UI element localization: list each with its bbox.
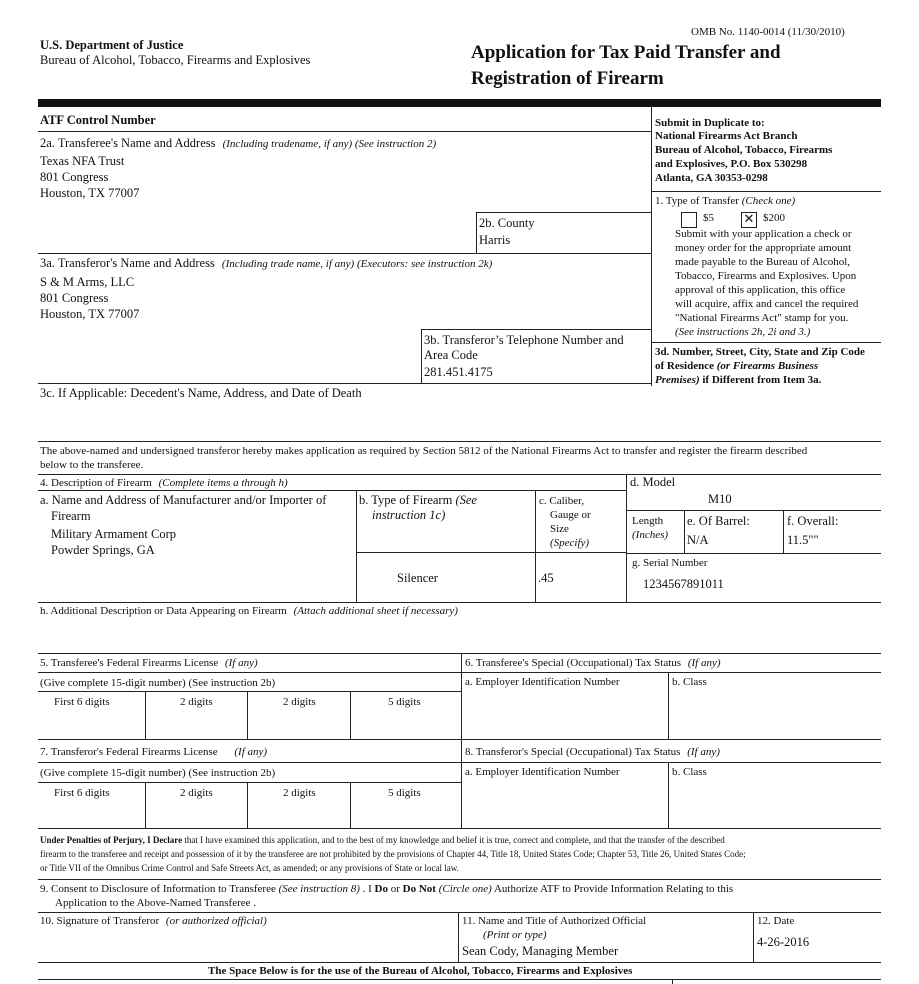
consent-circle-hint: (Circle one) bbox=[438, 883, 492, 895]
transfer-type-hint: (Check one) bbox=[741, 195, 796, 207]
model-value: M10 bbox=[708, 492, 732, 506]
firearm-desc-hint: (Complete items a through h) bbox=[158, 477, 288, 489]
divider bbox=[461, 762, 881, 763]
divider bbox=[38, 962, 881, 963]
transferee-ffl-instruction: (Give complete 15-digit number) (See instruction 2b) bbox=[40, 677, 276, 689]
date-label: 12. Date bbox=[757, 915, 795, 927]
atf-control-number-label: ATF Control Number bbox=[40, 113, 156, 127]
transferor-class-label: b. Class bbox=[672, 766, 707, 778]
transferee-ein-label: a. Employer Identification Number bbox=[465, 676, 620, 688]
transferor-phone: 281.451.4175 bbox=[424, 365, 493, 379]
form-title-line2: Registration of Firearm bbox=[471, 68, 664, 89]
transferee-class-label: b. Class bbox=[672, 676, 707, 688]
transferor-sot-label: 8. Transferor's Special (Occupational) Tax Status bbox=[465, 746, 681, 758]
transfer-200-checkbox[interactable] bbox=[741, 212, 757, 228]
barrel-value: N/A bbox=[687, 533, 709, 547]
caliber-label-3: Size bbox=[550, 523, 569, 535]
divider bbox=[350, 782, 351, 828]
transferee-hint: (Including tradename, if any) (See instruction 2) bbox=[222, 138, 437, 150]
perjury-lead: Under Penalties of Perjury, I Declare bbox=[40, 835, 183, 845]
transfer-instruction: approval of this application, this office bbox=[675, 284, 846, 296]
transferor-ffl-hint: (If any) bbox=[234, 746, 268, 758]
transferee-ffl-hint: (If any) bbox=[224, 657, 258, 669]
transfer-instruction: made payable to the Bureau of Alcohol, bbox=[675, 256, 851, 268]
transferor-street: 801 Congress bbox=[40, 291, 109, 305]
transferor-sot-hint: (If any) bbox=[687, 746, 720, 758]
additional-label: h. Additional Description or Data Appearing on Firearm bbox=[40, 605, 287, 617]
caliber-hint: (Specify) bbox=[550, 537, 590, 549]
ffl-column-header: First 6 digits bbox=[54, 787, 110, 799]
model-label: d. Model bbox=[630, 475, 676, 489]
divider bbox=[38, 672, 462, 673]
divider bbox=[421, 329, 422, 383]
transfer-instruction: (See instructions 2h, 2i and 3.) bbox=[675, 326, 811, 338]
transferee-ffl-first6-input[interactable] bbox=[56, 710, 136, 730]
divider bbox=[38, 879, 881, 880]
transfer-instruction: money order for the appropriate amount bbox=[675, 242, 852, 254]
divider bbox=[421, 329, 652, 330]
perjury-line3: or Title VII of the Omnibus Crime Control and Safe Streets Act, as amended; or any provisions of State or local law. bbox=[40, 863, 459, 873]
county-value: Harris bbox=[479, 233, 511, 247]
divider bbox=[38, 782, 462, 783]
divider bbox=[626, 553, 881, 554]
residence-hint: (or Firearms Business bbox=[716, 360, 819, 372]
consent-do-option[interactable]: Do bbox=[374, 883, 388, 895]
residence-label-2: of Residence bbox=[655, 360, 714, 372]
divider bbox=[672, 979, 673, 984]
official-name: Sean Cody, Managing Member bbox=[462, 944, 619, 958]
divider bbox=[668, 672, 669, 739]
atf-use-banner: The Space Below is for the use of the Bureau of Alcohol, Tobacco, Firearms and Explosives bbox=[208, 965, 633, 977]
caliber-value: .45 bbox=[538, 571, 554, 585]
ffl-column-header: 5 digits bbox=[388, 696, 421, 708]
form-title-line1: Application for Tax Paid Transfer and bbox=[471, 42, 781, 63]
overall-label: f. Overall: bbox=[787, 514, 839, 528]
length-label: Length bbox=[632, 515, 664, 527]
manufacturer-label: a. Name and Address of Manufacturer and/or Importer of bbox=[40, 493, 327, 507]
caliber-label-2: Gauge or bbox=[550, 509, 591, 521]
firearm-type-label: b. Type of Firearm bbox=[359, 493, 453, 507]
residence-label: 3d. Number, Street, City, State and Zip Code bbox=[655, 346, 865, 358]
barrel-label: e. Of Barrel: bbox=[687, 514, 750, 528]
transfer-200-label: $200 bbox=[763, 212, 785, 224]
divider bbox=[668, 762, 669, 828]
ffl-column-header: First 6 digits bbox=[54, 696, 110, 708]
manufacturer-name: Military Armament Corp bbox=[51, 527, 176, 541]
divider bbox=[684, 510, 685, 553]
department-name: U.S. Department of Justice bbox=[40, 38, 184, 52]
transferor-ffl-instruction: (Give complete 15-digit number) (See instruction 2b) bbox=[40, 767, 276, 779]
phone-label: 3b. Transferor’s Telephone Number and bbox=[424, 333, 624, 347]
transfer-5-label: $5 bbox=[703, 212, 714, 224]
divider bbox=[356, 490, 357, 603]
length-hint: (Inches) bbox=[632, 529, 669, 541]
transferor-name: S & M Arms, LLC bbox=[40, 275, 135, 289]
transferee-sot-hint: (If any) bbox=[687, 657, 721, 669]
omb-number: OMB No. 1140-0014 (11/30/2010) bbox=[691, 26, 845, 38]
divider bbox=[651, 191, 881, 192]
divider bbox=[783, 510, 784, 553]
divider bbox=[350, 691, 351, 739]
phone-label-2: Area Code bbox=[424, 348, 478, 362]
divider bbox=[626, 510, 881, 511]
transfer-instruction: Submit with your application a check or bbox=[675, 228, 852, 240]
divider bbox=[38, 474, 881, 475]
perjury-line2: firearm to the transferee and receipt and possession of it by the transferee are not prohibited by the provisions of Chapter 44, Title 18, United States Code; Chapter 53, Title 26, United States Code; bbox=[40, 849, 746, 859]
transferee-street: 801 Congress bbox=[40, 170, 109, 184]
ffl-column-header: 2 digits bbox=[283, 787, 316, 799]
serial-label: g. Serial Number bbox=[632, 557, 708, 569]
header-rule bbox=[38, 99, 881, 107]
divider bbox=[461, 672, 881, 673]
decedent-label: 3c. If Applicable: Decedent's Name, Address, and Date of Death bbox=[40, 386, 362, 400]
divider bbox=[356, 552, 627, 553]
transfer-instruction: "National Firearms Act" stamp for you. bbox=[675, 312, 849, 324]
transferee-name: Texas NFA Trust bbox=[40, 154, 125, 168]
residence-label-3: if Different from Item 3a. bbox=[702, 374, 822, 386]
official-hint: (Print or type) bbox=[483, 929, 547, 941]
residence-hint-2: Premises) bbox=[655, 374, 700, 386]
divider bbox=[535, 490, 536, 603]
transferor-city: Houston, TX 77007 bbox=[40, 307, 140, 321]
divider bbox=[476, 212, 477, 253]
divider bbox=[38, 828, 881, 829]
county-label: 2b. County bbox=[479, 216, 535, 230]
ffl-column-header: 5 digits bbox=[388, 787, 421, 799]
transfer-5-checkbox[interactable] bbox=[681, 212, 697, 228]
consent-text: . I bbox=[362, 883, 372, 895]
divider bbox=[247, 691, 248, 739]
transfer-instruction: will acquire, affix and cancel the required bbox=[675, 298, 859, 310]
ffl-column-header: 2 digits bbox=[283, 696, 316, 708]
transferee-ffl-label: 5. Transferee's Federal Firearms License bbox=[40, 657, 219, 669]
divider bbox=[651, 107, 652, 342]
caliber-label: c. Caliber, bbox=[539, 495, 585, 507]
date-value: 4-26-2016 bbox=[757, 935, 810, 949]
divider bbox=[476, 212, 652, 213]
firearm-type-hint-2: instruction 1c) bbox=[372, 508, 446, 522]
divider bbox=[38, 602, 881, 603]
signature-field[interactable] bbox=[40, 932, 450, 958]
divider bbox=[38, 762, 462, 763]
transferee-label: 2a. Transferee's Name and Address bbox=[40, 136, 216, 150]
divider bbox=[651, 342, 881, 343]
transferee-city: Houston, TX 77007 bbox=[40, 186, 140, 200]
overall-value: 11.5"" bbox=[787, 533, 819, 547]
divider bbox=[38, 691, 462, 692]
perjury-line1: that I have examined this application, and to the best of my knowledge and belief it is true, correct and complete, and that the transfer of the described bbox=[184, 835, 725, 845]
consent-label: 9. Consent to Disclosure of Information to Transferee bbox=[40, 883, 276, 895]
transferor-label: 3a. Transferor's Name and Address bbox=[40, 256, 215, 270]
firearm-desc-label: 4. Description of Firearm bbox=[40, 477, 152, 489]
ffl-column-header: 2 digits bbox=[180, 787, 213, 799]
divider bbox=[461, 653, 462, 828]
divider bbox=[38, 912, 881, 913]
submit-line1: Submit in Duplicate to: bbox=[655, 117, 765, 129]
official-label: 11. Name and Title of Authorized Official bbox=[462, 915, 647, 927]
submit-line3: Bureau of Alcohol, Tobacco, Firearms bbox=[655, 144, 833, 156]
ffl-column-header: 2 digits bbox=[180, 696, 213, 708]
divider bbox=[651, 342, 652, 386]
divider bbox=[626, 474, 627, 603]
transfer-type-label: 1. Type of Transfer bbox=[655, 195, 739, 207]
divider bbox=[38, 490, 627, 491]
transferor-ffl-label: 7. Transferor's Federal Firearms License bbox=[40, 746, 218, 758]
divider bbox=[145, 691, 146, 739]
statement-line1: The above-named and undersigned transferor hereby makes application as required by Section 5812 of the National Firearms Act to transfer and register the firearm described bbox=[40, 445, 808, 457]
consent-instruction: (See instruction 8) bbox=[278, 883, 360, 895]
signature-hint: (or authorized official) bbox=[165, 915, 267, 927]
transferor-ein-label: a. Employer Identification Number bbox=[465, 766, 620, 778]
divider bbox=[38, 653, 881, 654]
check-mark-icon: ✕ bbox=[743, 212, 755, 227]
consent-do-not-option[interactable]: Do Not bbox=[402, 883, 436, 895]
bureau-name: Bureau of Alcohol, Tobacco, Firearms and Explosives bbox=[40, 53, 311, 67]
divider bbox=[458, 912, 459, 962]
divider bbox=[38, 441, 881, 442]
signature-label: 10. Signature of Transferor bbox=[40, 915, 160, 927]
consent-text-2: Authorize ATF to Provide Information Relating to this bbox=[493, 883, 734, 895]
divider bbox=[753, 912, 754, 962]
submit-line5: Atlanta, GA 30353-0298 bbox=[655, 172, 768, 184]
serial-value: 1234567891011 bbox=[643, 577, 724, 591]
submit-line4: and Explosives, P.O. Box 530298 bbox=[655, 158, 808, 170]
manufacturer-label-2: Firearm bbox=[51, 509, 91, 523]
divider bbox=[38, 131, 652, 132]
divider bbox=[38, 383, 652, 384]
divider bbox=[247, 782, 248, 828]
consent-or: or bbox=[390, 883, 400, 895]
manufacturer-city: Powder Springs, GA bbox=[51, 543, 155, 557]
submit-line2: National Firearms Act Branch bbox=[655, 130, 798, 142]
divider bbox=[38, 739, 881, 740]
transfer-instruction: Tobacco, Firearms and Explosives. Upon bbox=[675, 270, 857, 282]
firearm-type-value: Silencer bbox=[397, 571, 438, 585]
divider bbox=[145, 782, 146, 828]
additional-hint: (Attach additional sheet if necessary) bbox=[293, 605, 458, 617]
divider bbox=[38, 253, 652, 254]
divider bbox=[38, 979, 881, 980]
transferor-hint: (Including trade name, if any) (Executors: see instruction 2k) bbox=[221, 258, 493, 270]
transferee-sot-label: 6. Transferee's Special (Occupational) Tax Status bbox=[465, 657, 682, 669]
statement-line2: below to the transferee. bbox=[40, 459, 144, 471]
consent-line2: Application to the Above-Named Transferee . bbox=[55, 897, 257, 909]
firearm-type-hint: (See bbox=[455, 493, 477, 507]
